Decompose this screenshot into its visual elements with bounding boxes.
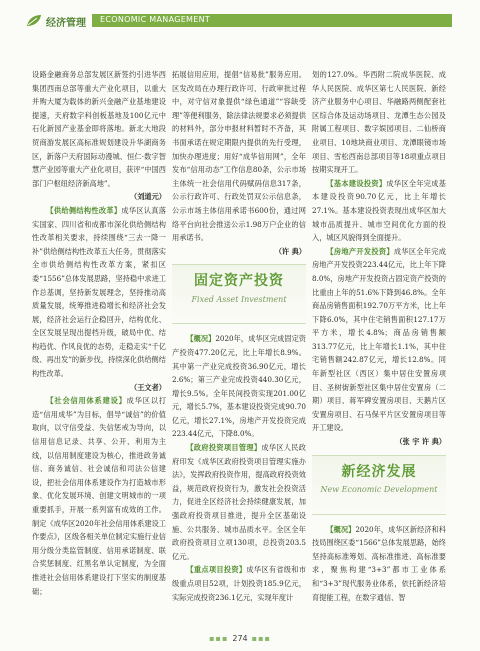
paragraph-text: 成华区人民政府印发《成华区政府投资项目管理实施办法》，发挥政府投资作用，提高政府投资效益，规范政府投资行为，激发社会投资活力，促进全区经济社会持续健康发展，加强政府投资项目推进，提升全区基础设施、公共服务、城市品质水平。全区全年政府投资项目立项130项，总投资203.5亿元。: [172, 443, 306, 561]
ornament-right: ▪▪▪: [251, 634, 271, 643]
paragraph: 拓展信用应用，提倡“信易批”服务应用。区发改局在办理行政许可、行政审批过程中，对守信对象提供“绿色通道”“容缺受理”等便利服务，除法律法规要求必须提供的材料外，部分申报材料暂时不齐备，其书面承诺在规定期限内提供的先行受理，加快办理进度；用好“成华信用网”，全年发布“信用动态”工作信息80条，公示市场主体统一社会信用代码赋码信息317条，公示行政许可、行政处罚双公示信息条，公示市场主体信用承诺书600份，通过网络平台向社会推送公示1.98万户企业的信用承诺书。: [172, 70, 306, 243]
paragraph: 划的127.0%。华西附二院成华医院、成华人民医院、成华区第七人民医院、新经济产业服务中心项目、华融路两侧配套社区综合体及运动场项目、龙潭生态公园及附属工程项目、数字娱园项目、二仙桥商业项目、10地块商业项目、龙潭眼镜市场项目、雪松西南总部项目等18项重点项目按期实现开工。: [312, 70, 446, 175]
author-signature: （刘道元）: [130, 192, 166, 202]
author-signature: （王文者）: [130, 382, 166, 392]
ornament-left: ▪▪▪: [209, 634, 229, 643]
paragraph: [32, 204, 166, 381]
paragraph-text: 2020年，成华区新经济和科技局围绕区委“1566”总体发展思路，始终坚持高标准筹划、高标准推进、高标准要求，聚焦构建“3+3”都市工业体系和“3+3”现代服务业体系，依托新经济培育提能工程，在数字通信、智: [312, 524, 446, 602]
section-heading: [172, 264, 306, 324]
paragraph-text: 成华区全年完成基本建设投资90.70亿元，比上年增长27.1%。基本建设投资表现出成华区加大城市品质提升、城市空间优化方面的投入，城区风貌得到全面提升。: [312, 178, 446, 243]
paragraph: [172, 563, 306, 604]
paragraph-text: 成华区以打造“信用成华”为目标，倡导“诚信”的价值取向，以守信受益、失信惩戒为导向，以信用信息记录、共享、公开、利用为主线，以信用制度建设为核心，推进政务诚信、商务诚信、社会诚信和司法公信建设，把社会信用体系建设作为打造城市形象、优化发展环境、创建文明城市的一项重要抓手，开展一系列富有成效的工作。制定《成华区2020年社会信用体系建设工作要点》，区级各相关单位制定实施行业信用分级分类监管制度、信用承诺制度、联合奖惩制度、红黑名单认定制度，为全面推进社会信用体系建设打下坚实的制度基础；: [32, 396, 166, 596]
section-heading-title: 新经济发展: [341, 463, 417, 480]
paragraph: [32, 394, 166, 598]
section-heading-subtitle: Fixed Asset Investment: [191, 294, 287, 304]
paragraph: [312, 245, 446, 435]
paragraph-text: 成华区有省级和市级重点项目52项，计划投资185.9亿元，实际完成投资236.1亿元，实现年度计: [172, 565, 306, 602]
section-title-en: ECONOMIC MANAGEMENT: [100, 14, 211, 24]
entry-heading: 【基本建设投资】: [326, 178, 387, 188]
section-title: 经济管理: [46, 18, 86, 29]
paragraph-text: 成华区全年完成房地产开发投资223.44亿元，比上年下降8.0%，房地产开发投资占固定资产投资的比重由上年的51.6%下降到46.8%。全年商品房销售面积192.70万平方米，比上年下降6.0%，其中住宅销售面积127.17万平方米，增长4.8%；商品房销售额313.77亿元，比上年增长1.1%，其中住宅销售额242.87亿元，增长12.8%。同年新型社区（西区）集中居住安置房项目、圣树街新型社区集中居住安置房（二期）项目、蒋军碑安置房项目、天鹅片区安置房项目、石马保平片区安置房项目等开工建设。: [312, 246, 446, 433]
leaf-icon: [26, 14, 42, 28]
paragraph: [172, 441, 306, 563]
author-signature: （许 典）: [274, 246, 306, 256]
entry-heading: 【概况】: [186, 334, 216, 344]
page-number: [0, 634, 480, 643]
paragraph: [312, 523, 446, 605]
entry-heading: 【概况】: [326, 524, 356, 534]
entry-heading: 【政府投资项目管理】: [186, 443, 262, 453]
entry-heading: 【重点项目投资】: [186, 565, 247, 575]
section-heading-title: 固定资产投资: [194, 273, 284, 290]
paragraph-text: 成华区认真落实国家、四川省和成都市深化供给侧结构性改革相关要求，持续围绕“三去一降一补”供给侧结构性改革五大任务，贯彻落实全市供给侧结构性改革方案，紧扣区委“1556”总体发展思路，坚持稳中求进工作总基调，坚持新发展理念，坚持推动高质量发展，统筹推进稳增长和经济社会发展，经济社会运行企稳回升，结构优化、全区发展呈现出提档升级，破局中优、结构趋优、作风良优的态势，走稳走实“千亿级、再出发”的新步伐，持续深化供给侧结构性改革。: [32, 205, 166, 379]
page-header: [0, 0, 480, 40]
section-heading-subtitle: New Economic Development: [320, 485, 438, 495]
paragraph: [172, 332, 306, 441]
entry-heading: 【房地产开发投资】: [326, 246, 394, 256]
entry-heading: 【社会信用体系建设】: [46, 396, 127, 406]
column-right: [312, 68, 446, 604]
paragraph: 设路金融商务总部发展区新签约引进华西集团西南总部等重大产业化项目，以重大并购大厦为载体的新兴金融产业基地建设提速，天府数字科创板基地及100亿元中石化新园产业基金即将落地。新北大地段贸商游发展区高标准规划建设升华湖商务区，新落户天府国际动漫城、恒仁·数字智慧产业园等重大产业化项目，获评“中国西部门户枢纽经济新高地”。: [32, 70, 166, 188]
column-left: [32, 68, 166, 598]
paragraph: [312, 177, 446, 245]
entry-heading: 【供给侧结构性改革】: [46, 205, 122, 215]
author-signature: （张 宇 许 典）: [395, 437, 446, 447]
paragraph-text: 2020年，成华区完成固定资产投资477.20亿元，比上年增长8.9%。其中第一产业完成投资36.90亿元，增长2.6%；第三产业完成投资440.30亿元，增长9.5%。全年民间投资实现201.00亿元，增长5.7%，基本建设投资完成90.70亿元，增长27.1%，房地产开发投资完成223.44亿元，下降8.0%。: [172, 334, 306, 439]
column-middle: [172, 68, 306, 604]
page-number-text: 274: [232, 634, 248, 643]
section-heading: [312, 455, 446, 515]
